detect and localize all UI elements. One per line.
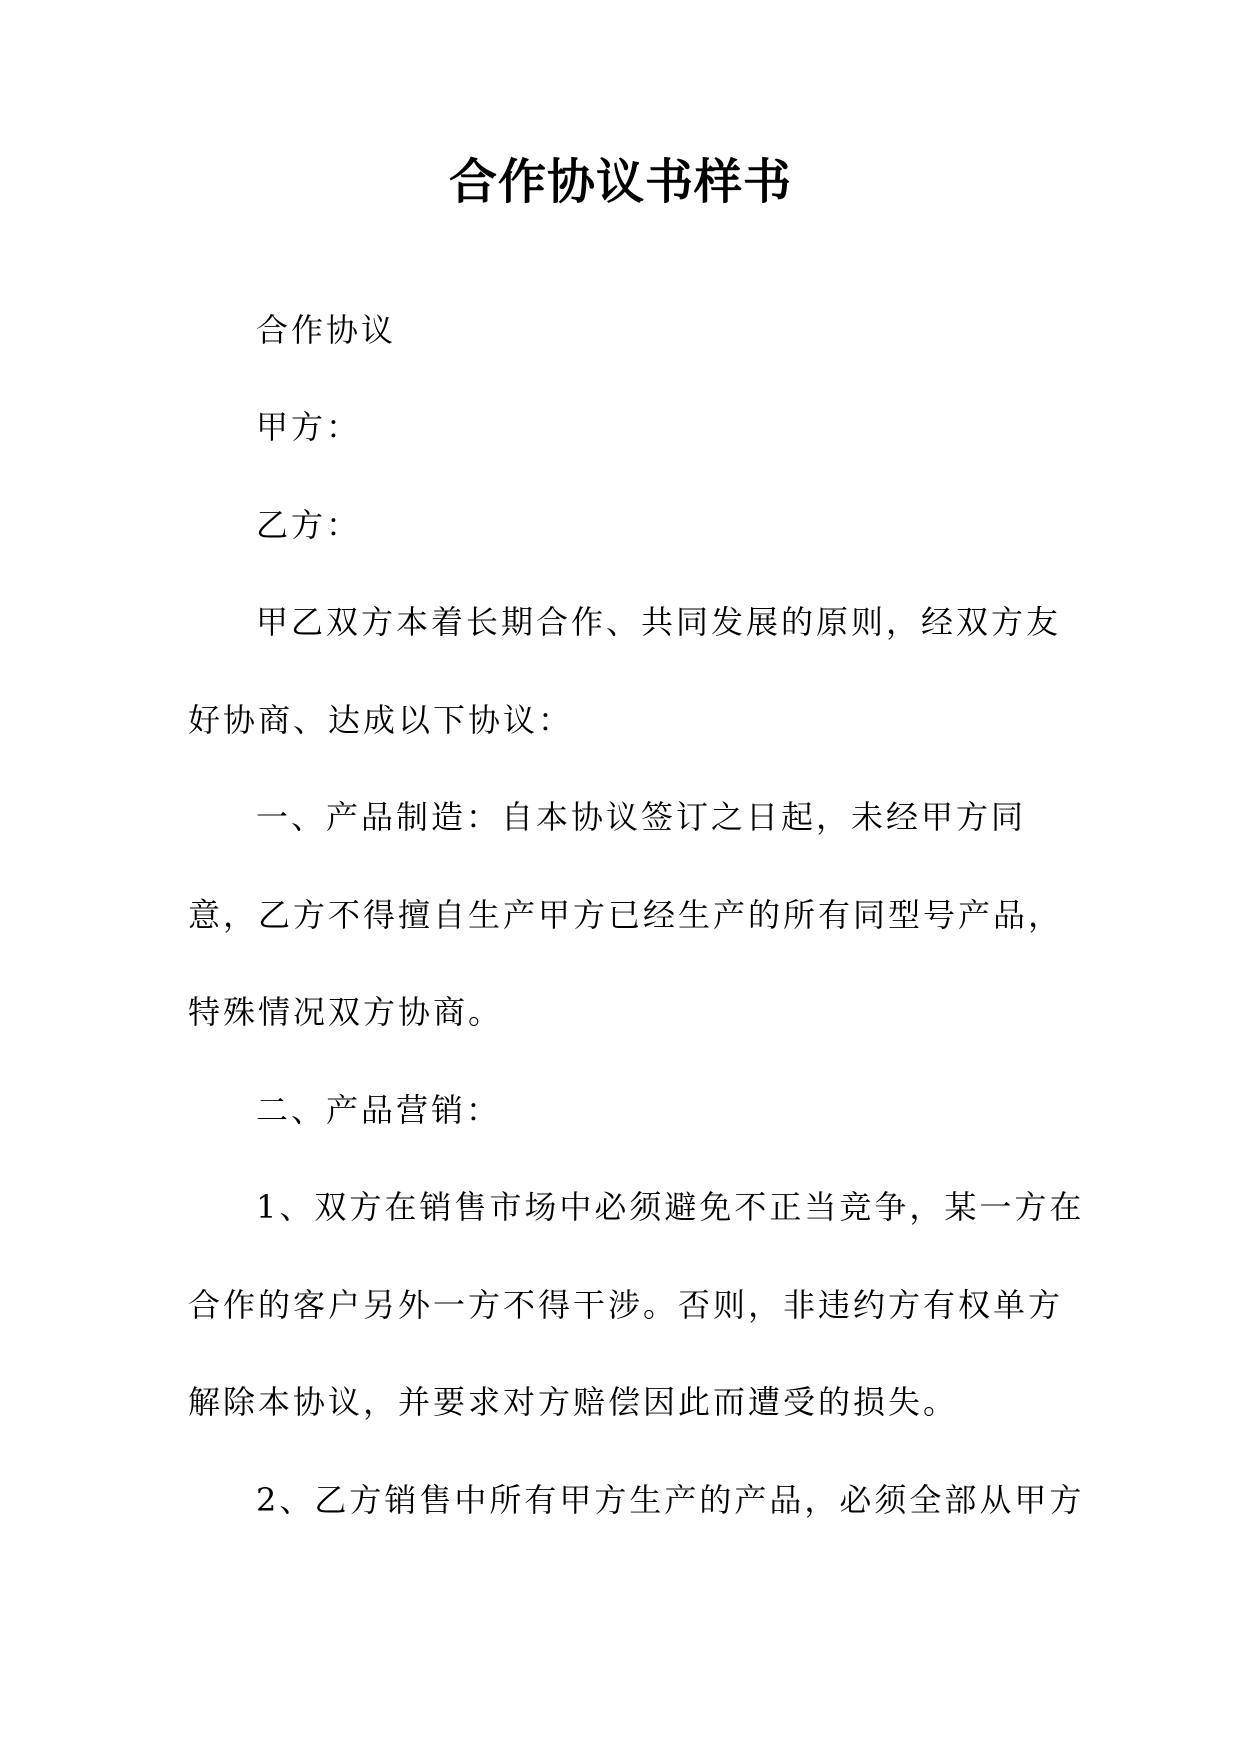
paragraph-line: 一、产品制造：自本协议签订之日起，未经甲方同 [256,798,1027,836]
document-title: 合作协议书样书 [448,154,792,210]
paragraph-line: 合作的客户另外一方不得干涉。否则，非违约方有权单方 [188,1286,1064,1324]
paragraph-line: 二、产品营销： [256,1091,502,1129]
paragraph-line: 乙方： [256,506,362,544]
paragraph-line: 2、乙方销售中所有甲方生产的产品，必须全部从甲方 [256,1481,1085,1519]
paragraph-line: 意，乙方不得擅自生产甲方已经生产的所有同型号产品， [188,896,1064,934]
paragraph-line: 合作协议 [256,311,397,349]
paragraph-line: 甲乙双方本着长期合作、共同发展的原则，经双方友 [256,603,1062,641]
paragraph-line: 甲方： [256,408,362,446]
paragraph-line: 好协商、达成以下协议： [188,701,574,739]
paragraph-line: 解除本协议，并要求对方赔偿因此而遭受的损失。 [188,1383,959,1421]
paragraph-line: 特殊情况双方协商。 [188,993,504,1031]
paragraph-line: 1、双方在销售市场中必须避免不正当竞争，某一方在 [256,1188,1085,1226]
